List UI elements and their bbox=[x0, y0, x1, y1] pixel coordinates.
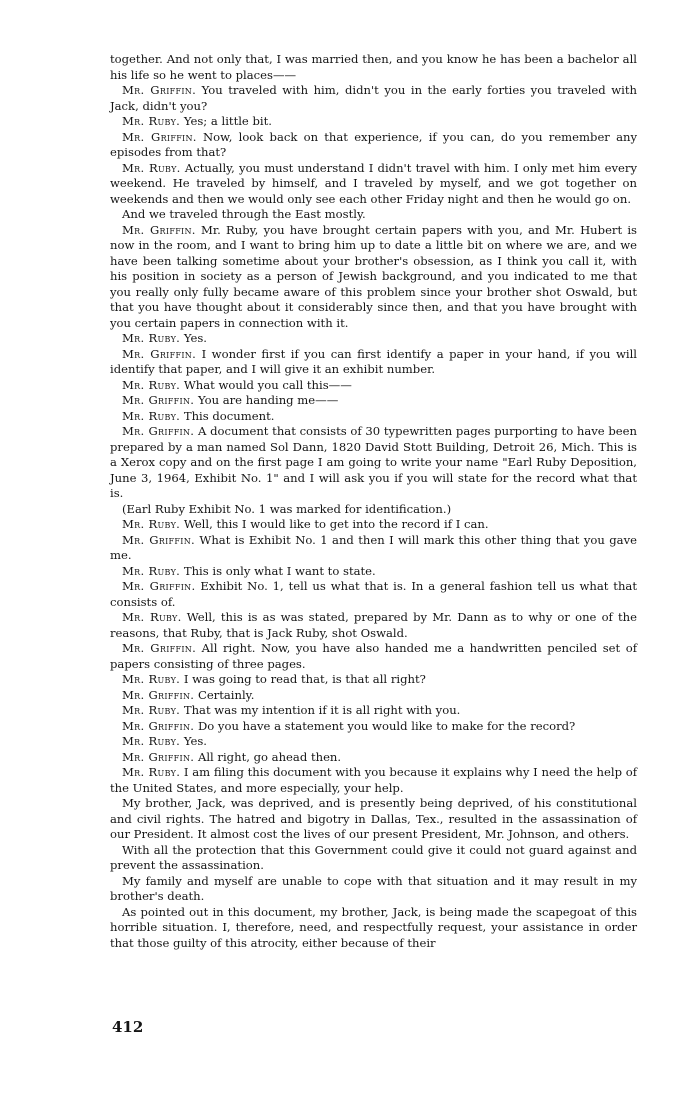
speaker-label: Mr. Griffin. bbox=[122, 579, 196, 593]
paragraph: Mr. Ruby. This is only what I want to state. bbox=[122, 563, 376, 578]
paragraph: My family and myself are unable to cope with that situation and it may result in my brother's death. bbox=[110, 873, 637, 903]
paragraph: Mr. Griffin. Exhibit No. 1, tell us what that is. In a general fashion tell us what that consists of. bbox=[110, 579, 637, 609]
speaker-label: Mr. Ruby. bbox=[122, 734, 181, 748]
document-body bbox=[110, 52, 637, 951]
paragraph: Mr. Griffin. Do you have a statement you would like to make for the record? bbox=[122, 718, 576, 733]
speaker-label: Mr. Ruby. bbox=[122, 765, 181, 779]
speaker-label: Mr. Griffin. bbox=[122, 641, 197, 655]
paragraph: Mr. Ruby. Well, this I would like to get into the record if I can. bbox=[122, 517, 489, 531]
speaker-label: Mr. Ruby. bbox=[122, 672, 181, 686]
paragraph: Mr. Ruby. That was my intention if it is all right with you. bbox=[122, 703, 461, 717]
page-number: 412 bbox=[112, 1018, 144, 1036]
paragraph: Mr. Ruby. Actually, you must understand I didn't travel with him. I only met him every weekend. He traveled by himself, and I traveled by myself, and we got together on weekends and then we would only see each other Friday night and then he would go on. bbox=[110, 160, 637, 206]
speaker-label: Mr. Griffin. bbox=[122, 532, 195, 547]
paragraph: Mr. Griffin. All right. Now, you have also handed me a handwritten penciled set of papers consisting of three pages. bbox=[110, 641, 638, 671]
paragraph: My brother, Jack, was deprived, and is presently being deprived, of his constitutional and civil rights. The hatred and bigotry in Dallas, Tex., resulted in the assassination of our President. It almost cost the lives of our present President, Mr. Johnson, and others. bbox=[110, 796, 637, 841]
speaker-label: Mr. Ruby. bbox=[122, 160, 181, 175]
paragraph: Mr. Griffin. Now, look back on that experience, if you can, do you remember any episodes from that? bbox=[110, 129, 638, 159]
speaker-label: Mr. Ruby. bbox=[122, 563, 181, 578]
paragraph: Mr. Ruby. I am filing this document with you because it explains why I need the help of the United States, and more especially, your help. bbox=[110, 765, 637, 795]
paragraph: Mr. Griffin. You are handing me—— bbox=[122, 393, 339, 407]
paragraph: Mr. Griffin. What is Exhibit No. 1 and then I will mark this other thing that you gave me. bbox=[110, 532, 638, 562]
paragraph: together. And not only that, I was married then, and you know he has been a bachelor all his life so he went to places—— bbox=[110, 52, 637, 82]
paragraph: Mr. Ruby. What would you call this—— bbox=[122, 377, 352, 392]
speaker-label: Mr. Ruby. bbox=[122, 408, 181, 423]
speaker-label: Mr. Griffin. bbox=[122, 718, 195, 733]
paragraph: Mr. Ruby. Yes. bbox=[122, 734, 207, 748]
paragraph: And we traveled through the East mostly. bbox=[122, 207, 366, 221]
speaker-label: Mr. Griffin. bbox=[122, 687, 195, 702]
paragraph: Mr. Griffin. A document that consists of 30 typewritten pages purporting to have been prepared by a man named Sol Dann, 1820 David Stott Building, Detroit 26, Mich. This is a Xerox copy and on the first page I am going to write your name "Earl Ruby Deposition, June 3, 1964, Exhibit No. 1" and I will ask you if you will state for the record what that is. bbox=[110, 424, 637, 500]
paragraph: (Earl Ruby Exhibit No. 1 was marked for identification.) bbox=[122, 501, 452, 516]
paragraph: Mr. Ruby. I was going to read that, is that all right? bbox=[122, 672, 426, 686]
speaker-label: Mr. Griffin. bbox=[122, 346, 197, 361]
speaker-label: Mr. Griffin. bbox=[122, 83, 197, 97]
paragraph: Mr. Ruby. This document. bbox=[122, 408, 275, 423]
speaker-label: Mr. Ruby. bbox=[122, 331, 181, 345]
speaker-label: Mr. Ruby. bbox=[122, 610, 182, 624]
speaker-label: Mr. Griffin. bbox=[122, 129, 197, 144]
paragraph: With all the protection that this Government could give it could not guard against and prevent the assassination. bbox=[110, 842, 637, 872]
speaker-label: Mr. Ruby. bbox=[122, 114, 181, 128]
speaker-label: Mr. Griffin. bbox=[122, 424, 195, 438]
speaker-label: Mr. Ruby. bbox=[122, 517, 181, 531]
paragraph: Mr. Griffin. I wonder first if you can first identify a paper in your hand, if you will identify that paper, and I will give it an exhibit number. bbox=[110, 346, 638, 376]
speaker-label: Mr. Ruby. bbox=[122, 703, 181, 717]
speaker-label: Mr. Ruby. bbox=[122, 377, 181, 392]
paragraph: Mr. Ruby. Yes. bbox=[122, 331, 207, 345]
paragraph: Mr. Griffin. All right, go ahead then. bbox=[122, 749, 342, 764]
paragraph: As pointed out in this document, my brother, Jack, is being made the scapegoat of this horrible situation. I, therefore, need, and respectfully request, your assistance in order that those guilty of this atrocity, either because of their bbox=[110, 904, 637, 950]
speaker-label: Mr. Griffin. bbox=[122, 749, 195, 764]
paragraph: Mr. Ruby. Well, this is as was stated, prepared by Mr. Dann as to why or one of the reasons, that Ruby, that is Jack Ruby, shot Oswald. bbox=[110, 610, 637, 640]
paragraph: Mr. Griffin. Certainly. bbox=[122, 687, 255, 702]
speaker-label: Mr. Griffin. bbox=[122, 393, 195, 407]
paragraph: Mr. Ruby. Yes; a little bit. bbox=[122, 114, 272, 128]
paragraph: Mr. Griffin. You traveled with him, didn't you in the early forties you traveled with Jack, didn't you? bbox=[110, 83, 637, 113]
speaker-label: Mr. Griffin. bbox=[122, 222, 196, 237]
paragraph: Mr. Griffin. Mr. Ruby, you have brought certain papers with you, and Mr. Hubert is now in the room, and I want to bring him up to date a little bit on where we are, and we have been talking sometime about your brother's obsession, as I think you call it, with his position in society as a person of Jewish background, and you indicated to me that you really only fully became aware of this problem since your brother shot Oswald, but that you have thought about it considerably since then, and that you have brought with you certain papers in connection with it. bbox=[110, 222, 638, 330]
